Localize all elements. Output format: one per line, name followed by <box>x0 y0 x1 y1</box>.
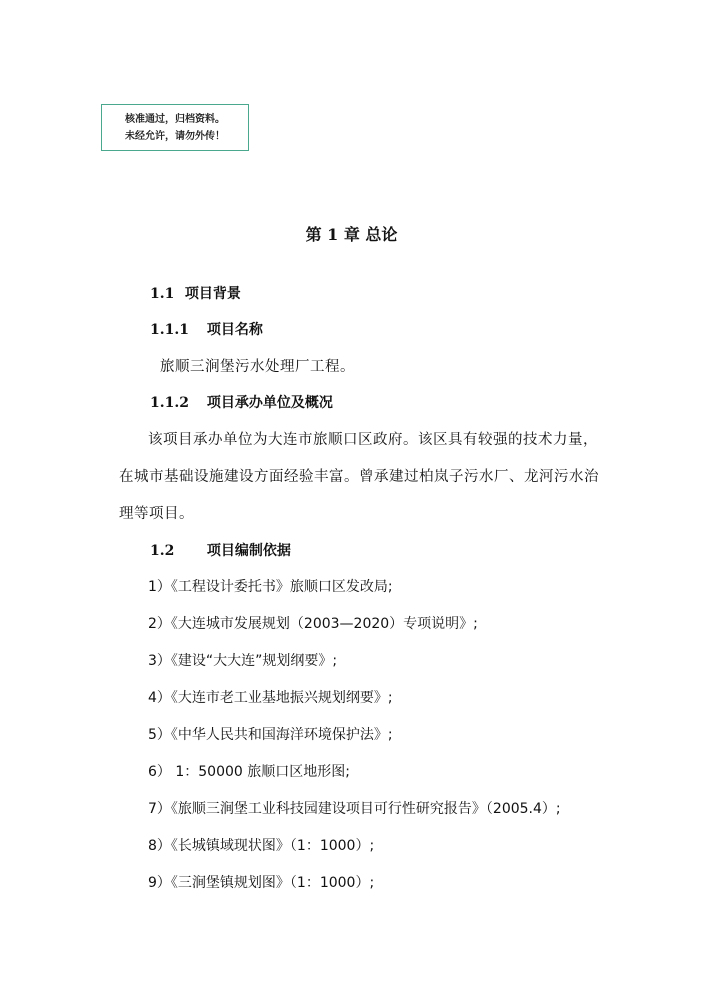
project-name-text: 旅顺三涧堡污水处理厂工程。 <box>160 359 355 375</box>
chapter-title: 第 1 章 总论 <box>305 225 398 244</box>
basis-list-item: 6） 1：50000 旅顺口区地形图; <box>148 764 350 780</box>
approval-stamp <box>101 104 249 151</box>
basis-list-item: 5）《中华人民共和国海洋环境保护法》; <box>148 727 393 743</box>
section-title: 项目承办单位及概况 <box>206 395 333 411</box>
section-number: 1.2 <box>150 543 175 559</box>
basis-list-item: 4）《大连市老工业基地振兴规划纲要》; <box>148 690 393 706</box>
basis-list-item: 1）《工程设计委托书》旅顺口区发改局; <box>148 579 393 595</box>
section-number: 1.1.2 <box>150 395 189 411</box>
stamp-line-2: 未经允许，请勿外传！ <box>125 130 225 142</box>
basis-list-item: 8）《长城镇域现状图》（1：1000）; <box>148 838 375 854</box>
paragraph-line-1: 该项目承办单位为大连市旅顺口区政府。该区具有较强的技术力量， <box>148 432 598 448</box>
basis-list-item: 2）《大连城市发展规划（2003—2020）专项说明》; <box>148 616 478 632</box>
section-number: 1.1.1 <box>150 322 189 338</box>
basis-list-item: 9）《三涧堡镇规划图》（1：1000）; <box>148 875 375 891</box>
paragraph-line-3: 理等项目。 <box>119 506 194 522</box>
section-heading-1-2 <box>150 540 291 560</box>
stamp-line-1: 核准通过，归档资料。 <box>125 113 225 125</box>
section-number: 1.1 <box>150 286 175 302</box>
section-title: 项目名称 <box>206 322 263 338</box>
section-heading-1-1-1 <box>150 319 263 339</box>
section-title: 项目背景 <box>184 286 241 302</box>
section-heading-1-1 <box>150 283 241 303</box>
section-title: 项目编制依据 <box>206 543 291 559</box>
basis-list-item: 3）《建设“大大连”规划纲要》; <box>148 653 338 669</box>
basis-list-item: 7）《旅顺三涧堡工业科技园建设项目可行性研究报告》（2005.4）; <box>148 801 561 817</box>
paragraph-line-2: 在城市基础设施建设方面经验丰富。曾承建过柏岚子污水厂、龙河污水治 <box>119 469 599 485</box>
section-heading-1-1-2 <box>150 392 333 412</box>
